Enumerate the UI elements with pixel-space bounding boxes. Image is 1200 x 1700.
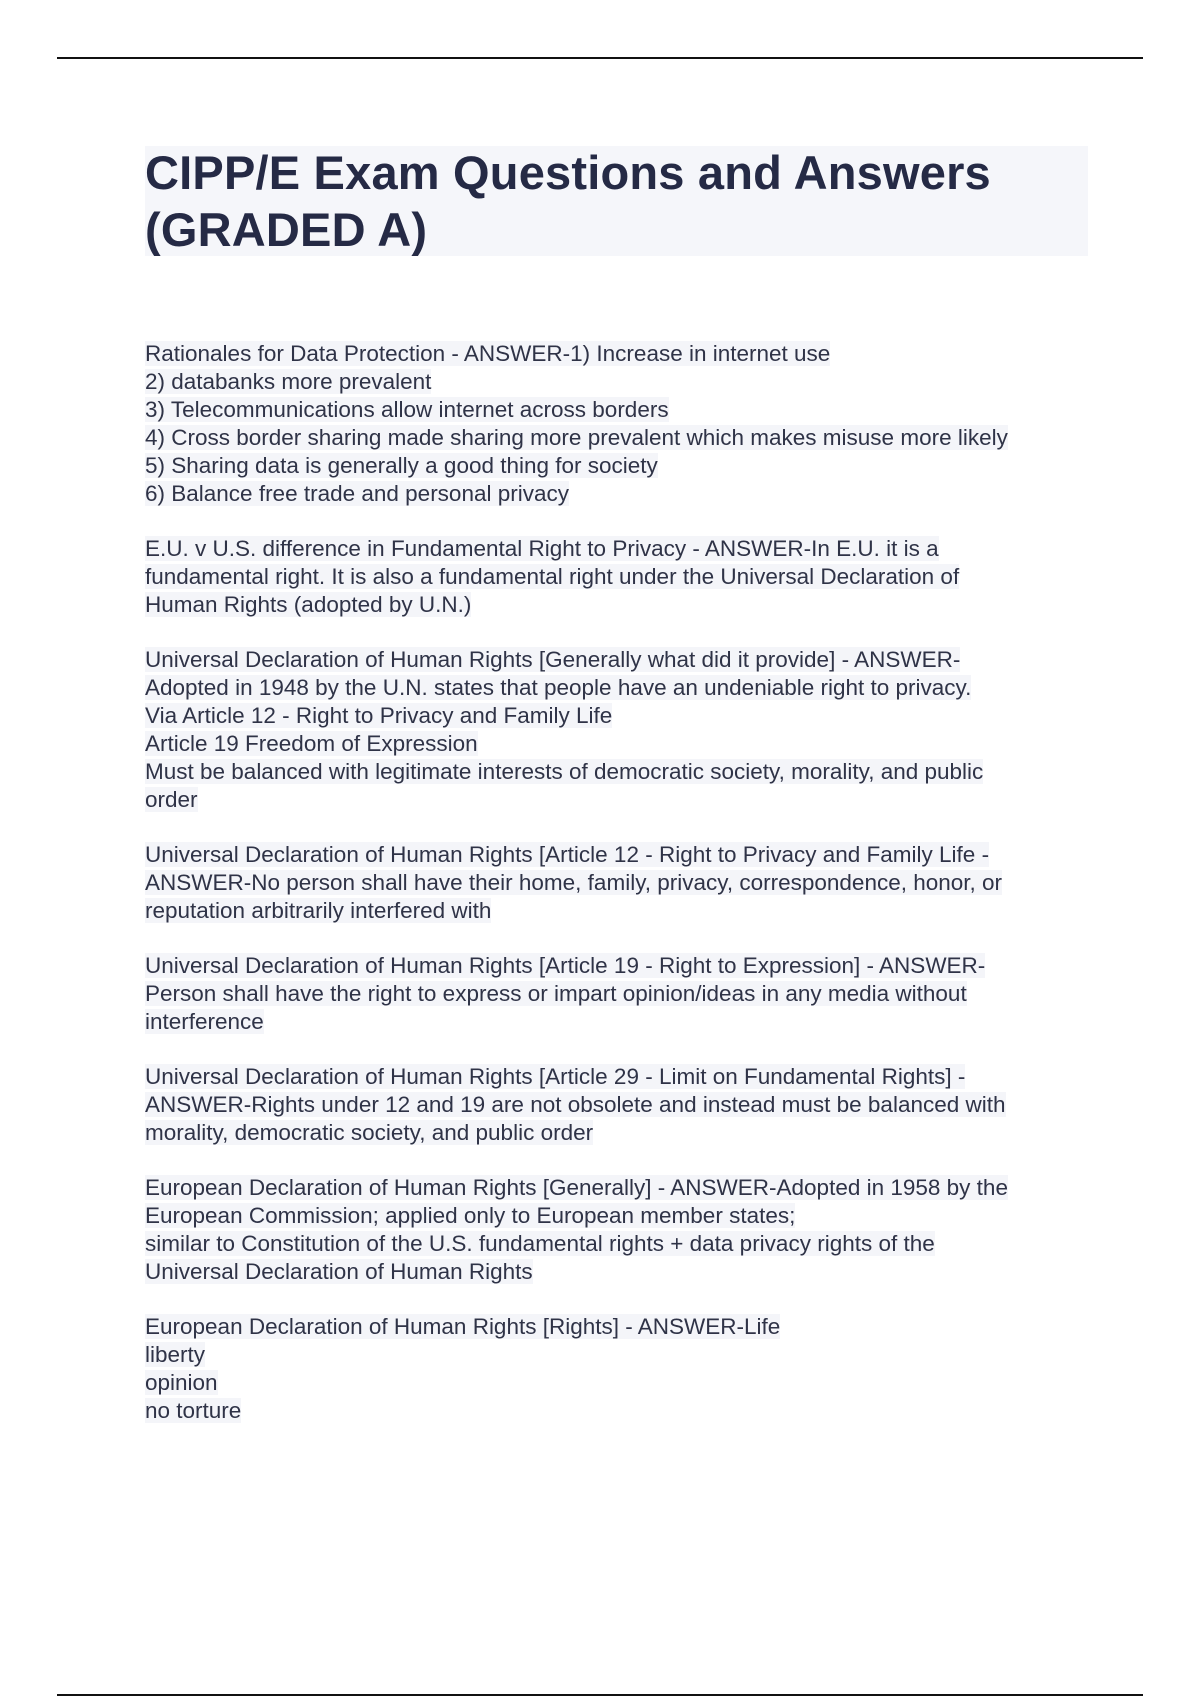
top-rule	[57, 57, 1143, 59]
qa-line: 6) Balance free trade and personal privacy	[145, 481, 569, 506]
qa-line: ANSWER-No person shall have their home, family, privacy, correspondence, honor, or	[145, 870, 1003, 895]
qa-line: no torture	[145, 1398, 242, 1423]
qa-entry	[145, 952, 1085, 1036]
qa-line: Adopted in 1948 by the U.N. states that people have an undeniable right to privacy.	[145, 675, 972, 700]
qa-content	[145, 340, 1085, 1452]
qa-line: morality, democratic society, and public order	[145, 1120, 594, 1145]
title-block	[145, 146, 1088, 256]
qa-line: Rationales for Data Protection - ANSWER-1) Increase in internet use	[145, 341, 831, 366]
qa-line: similar to Constitution of the U.S. fundamental rights + data privacy rights of the	[145, 1231, 935, 1256]
qa-entry	[145, 841, 1085, 925]
qa-line: fundamental right. It is also a fundamental right under the Universal Declaration of	[145, 564, 960, 589]
qa-line: 4) Cross border sharing made sharing more prevalent which makes misuse more likely	[145, 425, 1008, 450]
qa-line: Universal Declaration of Human Rights [Article 12 - Right to Privacy and Family Life -	[145, 842, 990, 867]
qa-line: Via Article 12 - Right to Privacy and Family Life	[145, 703, 613, 728]
qa-line: Universal Declaration of Human Rights [Generally what did it provide] - ANSWER-	[145, 647, 961, 672]
qa-line: Universal Declaration of Human Rights [Article 19 - Right to Expression] - ANSWER-	[145, 953, 986, 978]
qa-line: 5) Sharing data is generally a good thing for society	[145, 453, 658, 478]
qa-line: European Commission; applied only to European member states;	[145, 1203, 796, 1228]
page-title	[145, 144, 1088, 258]
qa-entry	[145, 1174, 1085, 1286]
page-title-line-1: CIPP/E Exam Questions and Answers	[145, 146, 991, 199]
qa-line: interference	[145, 1009, 264, 1034]
qa-line: liberty	[145, 1342, 206, 1367]
qa-line: ANSWER-Rights under 12 and 19 are not obsolete and instead must be balanced with	[145, 1092, 1006, 1117]
qa-line: European Declaration of Human Rights [Rights] - ANSWER-Life	[145, 1314, 781, 1339]
qa-line: reputation arbitrarily interfered with	[145, 898, 492, 923]
qa-line: Article 19 Freedom of Expression	[145, 731, 478, 756]
qa-entry	[145, 535, 1085, 619]
qa-entry	[145, 646, 1085, 814]
page-title-line-2: (GRADED A)	[145, 203, 428, 256]
qa-line: opinion	[145, 1370, 218, 1395]
qa-line: Person shall have the right to express or impart opinion/ideas in any media without	[145, 981, 967, 1006]
qa-line: order	[145, 787, 198, 812]
qa-line: 2) databanks more prevalent	[145, 369, 432, 394]
qa-entry	[145, 340, 1085, 508]
qa-line: Universal Declaration of Human Rights [Article 29 - Limit on Fundamental Rights] -	[145, 1064, 966, 1089]
qa-line: E.U. v U.S. difference in Fundamental Right to Privacy - ANSWER-In E.U. it is a	[145, 536, 939, 561]
qa-entry	[145, 1313, 1085, 1425]
qa-line: 3) Telecommunications allow internet across borders	[145, 397, 669, 422]
bottom-rule	[57, 1694, 1143, 1696]
qa-line: Human Rights (adopted by U.N.)	[145, 592, 472, 617]
qa-line: Universal Declaration of Human Rights	[145, 1259, 533, 1284]
qa-entry	[145, 1063, 1085, 1147]
qa-line: Must be balanced with legitimate interests of democratic society, morality, and public	[145, 759, 984, 784]
qa-line: European Declaration of Human Rights [Generally] - ANSWER-Adopted in 1958 by the	[145, 1175, 1008, 1200]
